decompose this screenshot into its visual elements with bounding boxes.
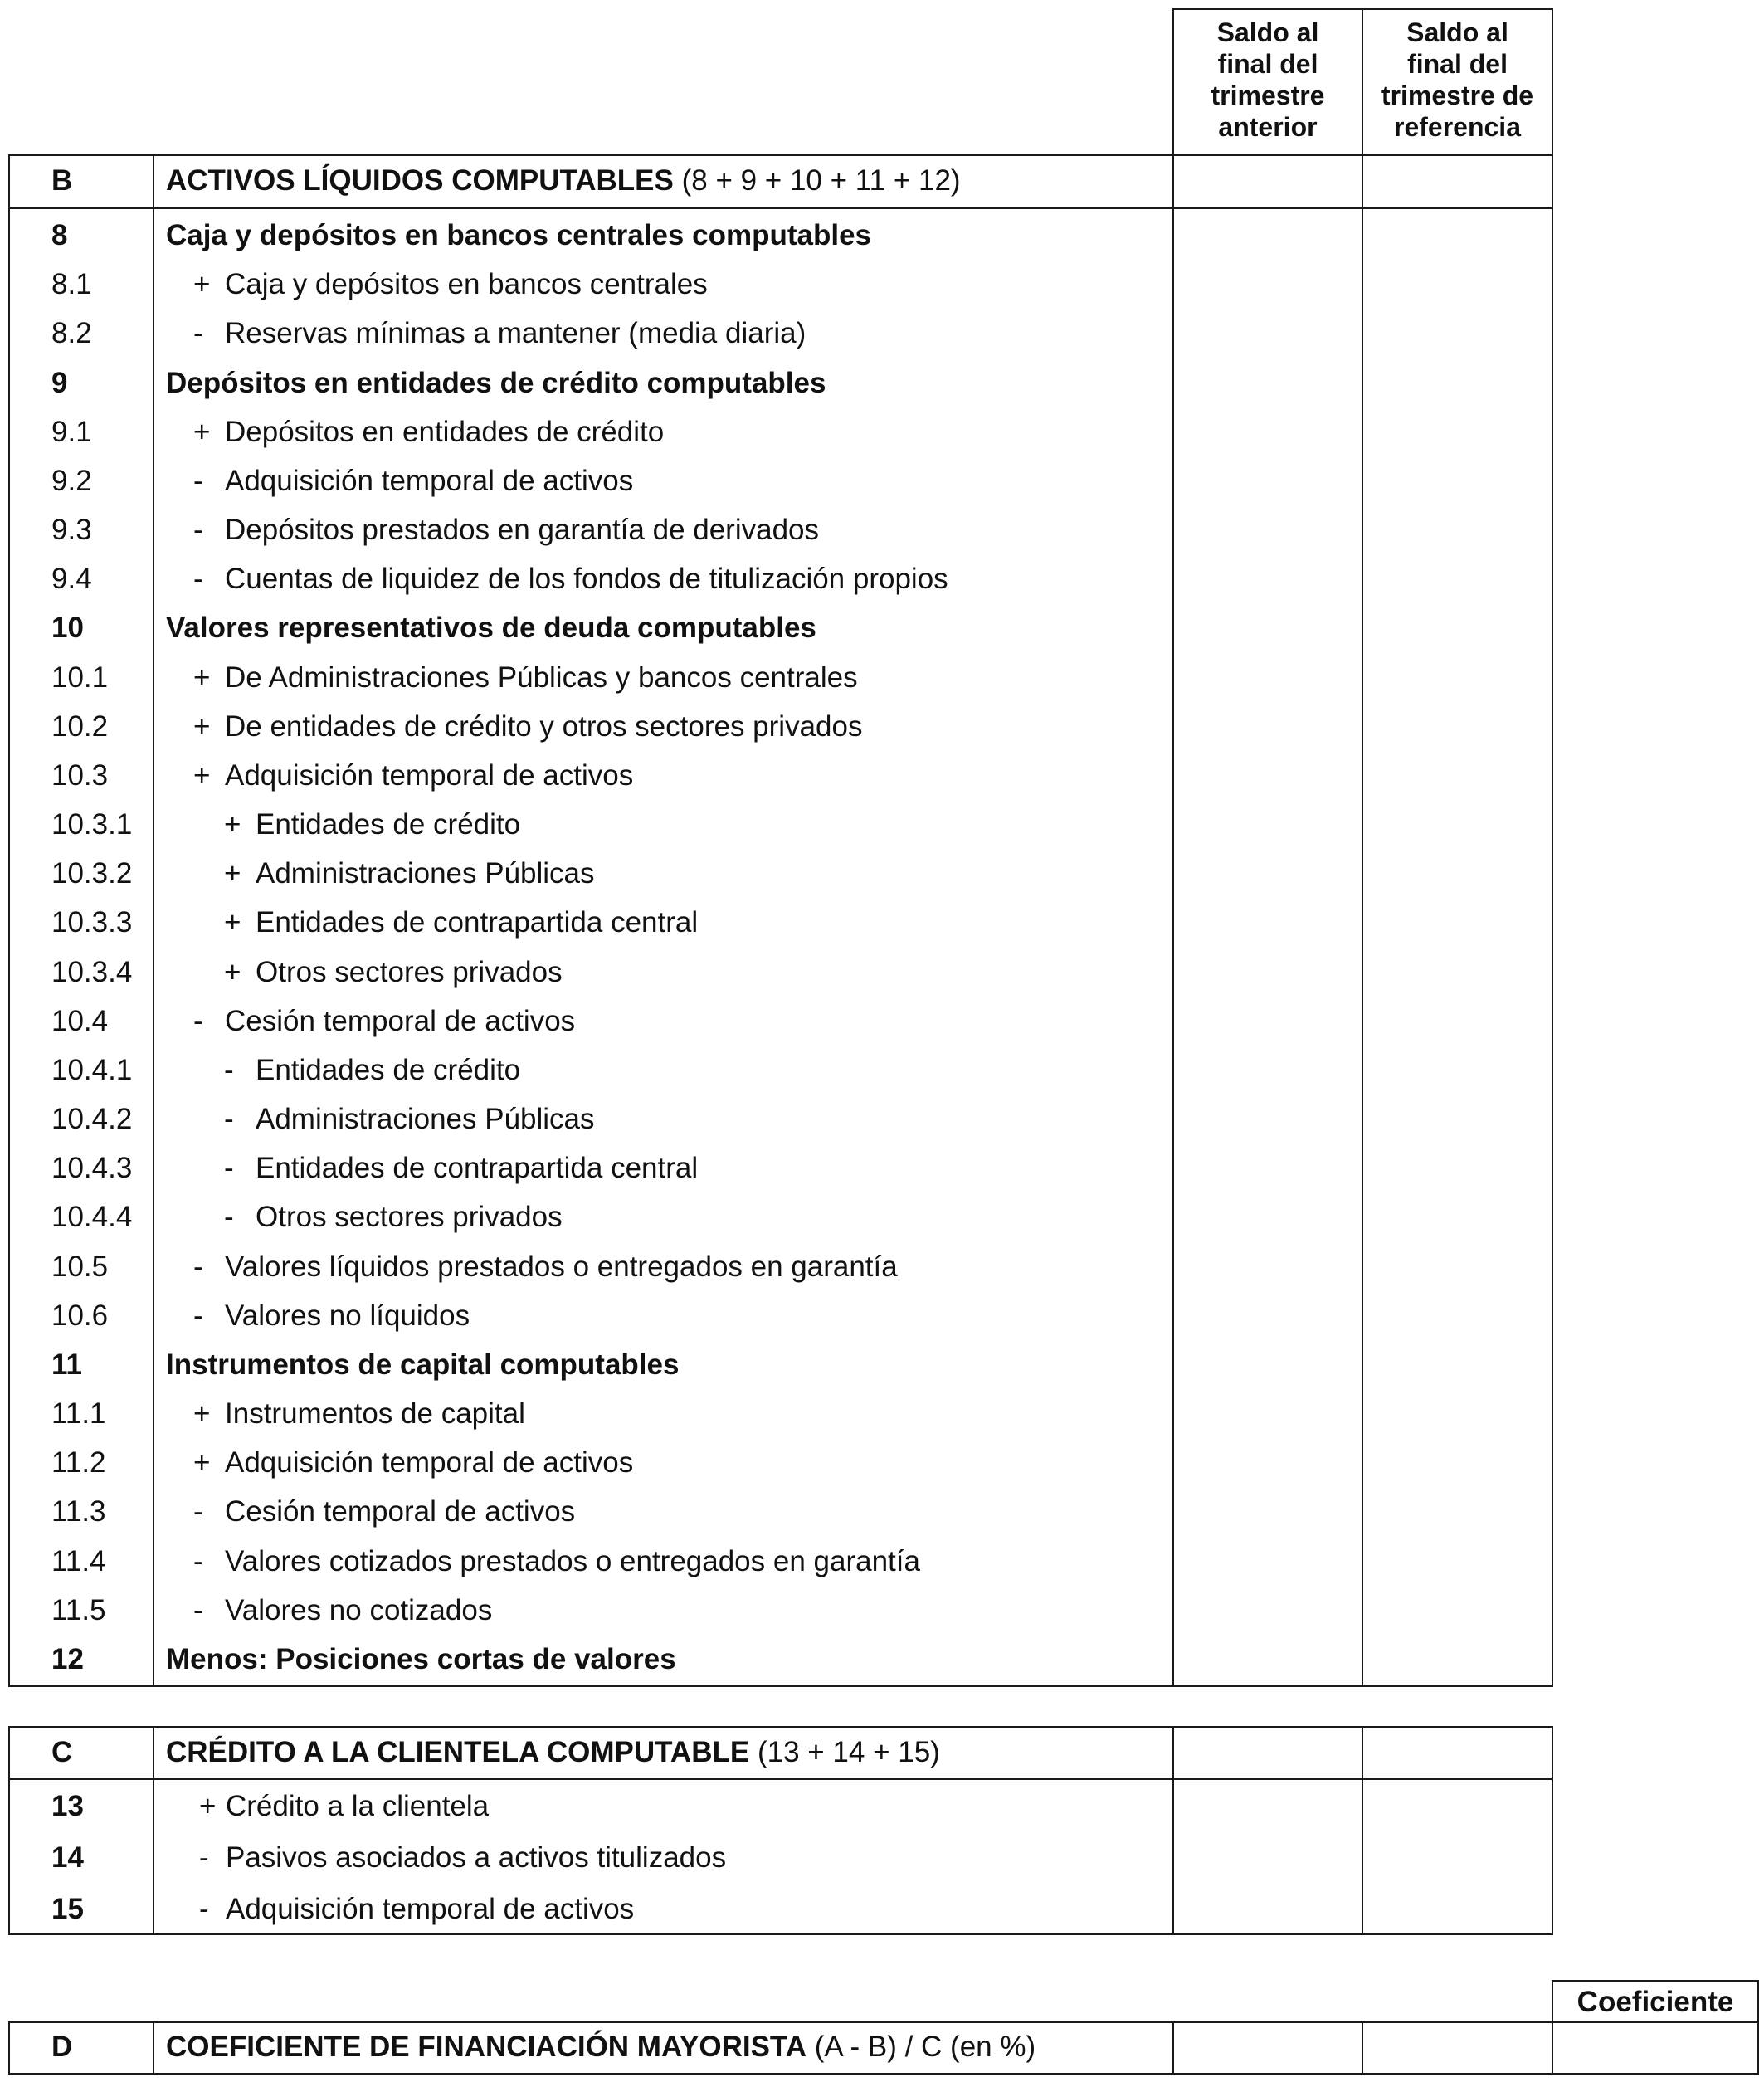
row-label-text: Valores no cotizados bbox=[225, 1594, 493, 1626]
column-header-previous-quarter bbox=[1174, 17, 1362, 143]
section-b-code-divider bbox=[153, 154, 154, 1687]
row-label bbox=[224, 1101, 595, 1138]
row-label bbox=[199, 1891, 634, 1928]
section-d-left-border bbox=[8, 2021, 10, 2075]
row-label bbox=[224, 1150, 698, 1187]
row-code: 11.4 bbox=[51, 1545, 106, 1577]
row-sign: + bbox=[224, 808, 241, 841]
row-code: 8 bbox=[51, 219, 68, 251]
section-c-formula: (13 + 14 + 15) bbox=[749, 1736, 940, 1768]
row-sign: - bbox=[193, 1594, 203, 1626]
row-code: 10.3.1 bbox=[51, 808, 133, 841]
row-code: 10.4.4 bbox=[51, 1201, 133, 1233]
row-label-text: Otros sectores privados bbox=[256, 1201, 563, 1233]
row-label-text: Caja y depósitos en bancos centrales computables bbox=[166, 219, 871, 251]
row-code: 10 bbox=[51, 612, 84, 644]
row-code: 9.3 bbox=[51, 514, 92, 546]
row-code: 10.5 bbox=[51, 1251, 109, 1283]
row-label bbox=[166, 365, 826, 402]
row-code: 13 bbox=[51, 1790, 84, 1822]
row-label bbox=[166, 217, 871, 254]
section-d-top-border bbox=[8, 2021, 1759, 2023]
section-d-code: D bbox=[51, 2031, 73, 2063]
row-code: 10.4.3 bbox=[51, 1152, 133, 1184]
row-sign: - bbox=[193, 317, 203, 349]
row-sign: - bbox=[224, 1201, 234, 1233]
row-sign: + bbox=[193, 1446, 211, 1479]
row-label-text: Adquisición temporal de activos bbox=[225, 465, 634, 497]
row-sign: - bbox=[193, 465, 203, 497]
row-code: 9.4 bbox=[51, 563, 92, 595]
row-code: 10.4 bbox=[51, 1005, 109, 1037]
row-sign: - bbox=[199, 1893, 209, 1925]
header-line: anterior bbox=[1218, 112, 1318, 142]
row-label bbox=[193, 1249, 898, 1285]
row-sign: + bbox=[224, 956, 241, 988]
row-sign: - bbox=[193, 1005, 203, 1037]
col-ref-right-border bbox=[1552, 8, 1553, 1687]
section-b-left-border bbox=[8, 154, 10, 1687]
row-label-text: Reservas mínimas a mantener (media diaria) bbox=[225, 317, 806, 349]
row-code: 12 bbox=[51, 1643, 84, 1675]
row-label-text: Entidades de crédito bbox=[256, 1054, 521, 1086]
row-label bbox=[166, 1641, 676, 1678]
row-label-text: Instrumentos de capital bbox=[225, 1397, 525, 1430]
row-label-text: Administraciones Públicas bbox=[256, 857, 595, 890]
row-code: 10.3.4 bbox=[51, 956, 133, 988]
row-code: 10.3 bbox=[51, 759, 109, 792]
row-label-text: Crédito a la clientela bbox=[226, 1790, 490, 1822]
row-label bbox=[193, 709, 862, 745]
row-sign: - bbox=[199, 1841, 209, 1874]
row-code: 11.1 bbox=[51, 1397, 106, 1430]
row-code: 11 bbox=[51, 1348, 82, 1381]
section-b-top-border bbox=[8, 154, 1553, 156]
row-label bbox=[224, 807, 520, 843]
row-label bbox=[193, 315, 806, 352]
row-sign: - bbox=[193, 1545, 203, 1577]
row-label bbox=[224, 1199, 563, 1236]
row-label-text: Pasivos asociados a activos titulizados bbox=[226, 1841, 727, 1874]
row-label bbox=[224, 1052, 520, 1089]
row-label-text: Entidades de contrapartida central bbox=[256, 1152, 699, 1184]
coefficient-header: Coeficiente bbox=[1576, 1986, 1734, 2018]
row-sign: + bbox=[224, 857, 241, 890]
row-label-text: Entidades de crédito bbox=[256, 808, 521, 841]
section-c-right-border bbox=[1552, 1726, 1553, 1935]
row-label-text: Otros sectores privados bbox=[256, 956, 563, 988]
row-label-text: Administraciones Públicas bbox=[256, 1103, 595, 1135]
row-label bbox=[166, 1347, 679, 1383]
row-label-text: Adquisición temporal de activos bbox=[225, 1446, 634, 1479]
section-d-col-ref-border bbox=[1362, 2021, 1363, 2075]
row-sign: - bbox=[224, 1152, 234, 1184]
row-label-text: Valores líquidos prestados o entregados en garantía bbox=[225, 1251, 898, 1283]
row-code: 9 bbox=[51, 367, 68, 399]
row-sign: - bbox=[193, 1251, 203, 1283]
col-prev-left-border bbox=[1172, 8, 1174, 1687]
section-b-code: B bbox=[51, 164, 73, 197]
row-label bbox=[193, 1396, 525, 1432]
section-d-col-prev-border bbox=[1172, 2021, 1174, 2075]
section-c-title-bottom bbox=[8, 1778, 1553, 1780]
section-b-title-bottom bbox=[8, 207, 1553, 209]
row-label bbox=[193, 463, 633, 500]
row-label-text: De entidades de crédito y otros sectores privados bbox=[225, 710, 863, 743]
section-c-title bbox=[166, 1734, 940, 1771]
row-sign: + bbox=[193, 268, 211, 300]
row-sign: - bbox=[193, 514, 203, 546]
row-code: 8.1 bbox=[51, 268, 92, 300]
section-c-code: C bbox=[51, 1736, 73, 1768]
row-code: 10.2 bbox=[51, 710, 109, 743]
row-label-text: De Administraciones Públicas y bancos centrales bbox=[225, 661, 858, 694]
header-line: Saldo al bbox=[1216, 17, 1319, 47]
row-sign: + bbox=[193, 710, 211, 743]
row-label bbox=[199, 1840, 726, 1876]
header-line: final del bbox=[1217, 49, 1318, 79]
row-label bbox=[193, 266, 708, 303]
section-c-title-text: CRÉDITO A LA CLIENTELA COMPUTABLE bbox=[166, 1736, 750, 1768]
header-line: final del bbox=[1407, 49, 1508, 79]
section-d-code-divider bbox=[153, 2021, 154, 2075]
row-code: 10.4.1 bbox=[51, 1054, 133, 1086]
row-sign: + bbox=[224, 906, 241, 939]
section-c-top-border bbox=[8, 1726, 1553, 1728]
row-sign: - bbox=[193, 1495, 203, 1528]
row-label-text: Valores representativos de deuda computables bbox=[166, 612, 816, 644]
row-label bbox=[193, 561, 948, 597]
row-label bbox=[193, 758, 633, 794]
row-label-text: Depósitos prestados en garantía de derivados bbox=[225, 514, 820, 546]
section-c-col-prev-border bbox=[1172, 1726, 1174, 1935]
section-d-title bbox=[166, 2029, 1035, 2065]
row-label-text: Cuentas de liquidez de los fondos de titulización propios bbox=[225, 563, 948, 595]
row-label-text: Adquisición temporal de activos bbox=[225, 759, 634, 792]
section-b-bottom-border bbox=[8, 1685, 1553, 1687]
coef-header-top-border bbox=[1552, 1980, 1759, 1982]
row-code: 10.4.2 bbox=[51, 1103, 133, 1135]
coef-header-right-border bbox=[1757, 1980, 1759, 2075]
section-c-col-ref-border bbox=[1362, 1726, 1363, 1935]
row-label-text: Valores no líquidos bbox=[225, 1299, 470, 1332]
row-code: 11.3 bbox=[51, 1495, 106, 1528]
section-d-formula: (A - B) / C (en %) bbox=[806, 2031, 1036, 2063]
row-sign: + bbox=[193, 661, 211, 694]
row-label bbox=[193, 1445, 633, 1481]
row-label bbox=[199, 1788, 489, 1825]
row-code: 9.2 bbox=[51, 465, 92, 497]
row-code: 14 bbox=[51, 1841, 84, 1874]
row-code: 10.3.2 bbox=[51, 857, 133, 890]
row-label-text: Adquisición temporal de activos bbox=[226, 1893, 635, 1925]
row-label bbox=[193, 414, 664, 451]
row-code: 9.1 bbox=[51, 416, 92, 448]
row-label-text: Instrumentos de capital computables bbox=[166, 1348, 680, 1381]
row-label bbox=[193, 1592, 492, 1629]
row-label bbox=[224, 954, 563, 991]
row-sign: + bbox=[193, 416, 211, 448]
section-c-code-divider bbox=[153, 1726, 154, 1935]
row-label bbox=[193, 1494, 575, 1530]
header-line: Saldo al bbox=[1406, 17, 1508, 47]
section-c-bottom-border bbox=[8, 1933, 1553, 1935]
row-label bbox=[193, 512, 819, 549]
row-label-text: Caja y depósitos en bancos centrales bbox=[225, 268, 708, 300]
row-sign: - bbox=[224, 1054, 234, 1086]
row-label bbox=[193, 660, 858, 696]
row-sign: + bbox=[193, 759, 211, 792]
row-label bbox=[224, 904, 698, 941]
row-label-text: Depósitos en entidades de crédito computables bbox=[166, 367, 826, 399]
header-line: trimestre bbox=[1211, 80, 1325, 110]
section-c-left-border bbox=[8, 1726, 10, 1935]
row-label bbox=[224, 856, 595, 892]
row-label bbox=[193, 1003, 575, 1040]
row-code: 11.2 bbox=[51, 1446, 106, 1479]
row-label-text: Depósitos en entidades de crédito bbox=[225, 416, 665, 448]
row-label-text: Entidades de contrapartida central bbox=[256, 906, 699, 939]
header-line: trimestre de bbox=[1381, 80, 1534, 110]
row-label-text: Cesión temporal de activos bbox=[225, 1495, 576, 1528]
row-code: 11.5 bbox=[51, 1594, 106, 1626]
row-code: 8.2 bbox=[51, 317, 92, 349]
header-line: referencia bbox=[1394, 112, 1521, 142]
row-label-text: Menos: Posiciones cortas de valores bbox=[166, 1643, 676, 1675]
row-code: 10.3.3 bbox=[51, 906, 133, 939]
section-d-bottom-border bbox=[8, 2073, 1759, 2075]
row-sign: + bbox=[199, 1790, 217, 1822]
row-label bbox=[193, 1298, 470, 1334]
section-d-title-text: COEFICIENTE DE FINANCIACIÓN MAYORISTA bbox=[166, 2031, 806, 2063]
row-sign: + bbox=[193, 1397, 211, 1430]
row-code: 15 bbox=[51, 1893, 84, 1925]
row-label-text: Cesión temporal de activos bbox=[225, 1005, 576, 1037]
section-b-formula: (8 + 9 + 10 + 11 + 12) bbox=[673, 164, 961, 197]
row-label bbox=[166, 610, 816, 646]
row-code: 10.1 bbox=[51, 661, 109, 694]
row-sign: - bbox=[224, 1103, 234, 1135]
row-label bbox=[193, 1543, 920, 1580]
column-header-reference-quarter bbox=[1363, 17, 1552, 143]
row-sign: - bbox=[193, 1299, 203, 1332]
section-b-title-text: ACTIVOS LÍQUIDOS COMPUTABLES bbox=[166, 164, 674, 197]
row-sign: - bbox=[193, 563, 203, 595]
col-ref-left-border bbox=[1362, 8, 1363, 1687]
row-code: 10.6 bbox=[51, 1299, 109, 1332]
row-label-text: Valores cotizados prestados o entregados en garantía bbox=[225, 1545, 920, 1577]
section-b-title bbox=[166, 163, 961, 199]
